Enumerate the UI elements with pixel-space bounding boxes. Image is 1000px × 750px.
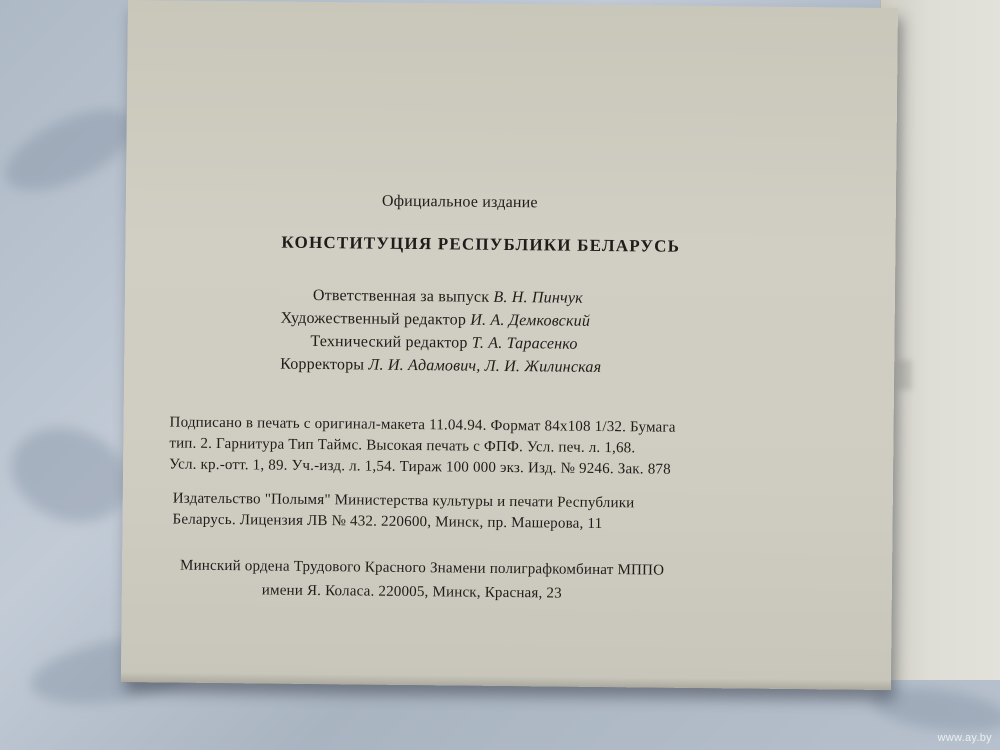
printing-info-line: тип. 2. Гарнитура Тип Таймс. Высокая печать с ФПФ. Усл. печ. л. 1,68.	[169, 435, 636, 457]
printing-info-line: Подписано в печать с оригинал-макета 11.04.94. Формат 84x108 1/32. Бумага	[169, 414, 676, 436]
fabric-fold	[0, 93, 146, 207]
credit-role: Художественный редактор	[280, 309, 471, 329]
printer-info-block	[180, 554, 665, 607]
credit-line	[280, 353, 601, 379]
fabric-fold	[0, 412, 142, 538]
credit-line	[281, 307, 602, 333]
publisher-info-block	[172, 488, 634, 535]
credit-name: В. Н. Пинчук	[493, 288, 583, 307]
credit-line	[280, 330, 601, 356]
page-bottom-edge	[121, 672, 891, 690]
site-watermark: www.ay.by	[937, 732, 992, 744]
back-page	[880, 0, 1000, 680]
credit-name: И. А. Демковский	[470, 311, 591, 330]
page-crease	[898, 360, 912, 390]
publisher-info-line: Издательство "Полымя" Министерства культуры и печати Республики	[172, 490, 635, 512]
printing-info-block	[169, 412, 676, 480]
printing-info-line: Усл. кр.-отт. 1, 89. Уч.-изд. л. 1,54. Тираж 100 000 экз. Изд. № 9246. Зак. 878	[169, 456, 671, 478]
document-title: КОНСТИТУЦИЯ РЕСПУБЛИКИ БЕЛАРУСЬ	[281, 232, 681, 256]
booklet-page	[121, 0, 898, 690]
credits-block	[280, 284, 602, 379]
printer-info-line: Минский ордена Трудового Красного Знамени полиграфкомбинат МППО	[179, 557, 665, 579]
credit-name: Л. И. Адамович, Л. И. Жилинская	[368, 356, 602, 376]
credit-role: Ответственная за выпуск	[312, 286, 494, 306]
credit-role: Корректоры	[280, 355, 369, 374]
printer-info-line: имени Я. Коласа. 220005, Минск, Красная, 23	[261, 582, 562, 602]
credit-line	[281, 284, 602, 310]
official-edition-label: Официальное издание	[381, 192, 538, 212]
credit-role: Технический редактор	[310, 332, 472, 352]
credit-name: Т. А. Тарасенко	[471, 334, 578, 353]
publisher-info-line: Беларусь. Лицензия ЛВ № 432. 220600, Минск, пр. Машерова, 11	[172, 511, 603, 532]
